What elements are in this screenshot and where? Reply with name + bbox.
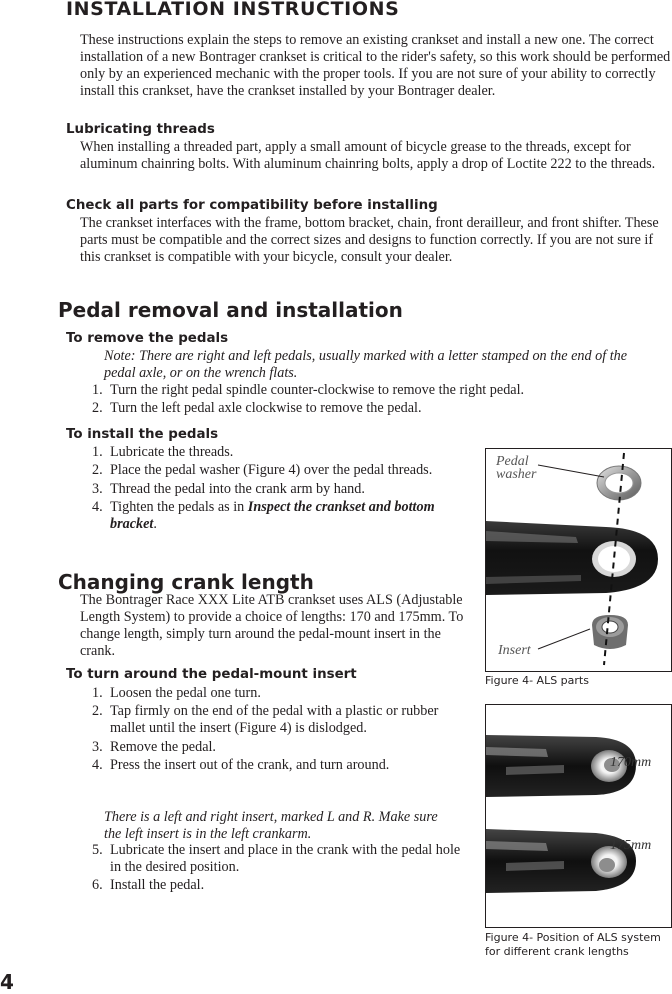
- list-item: 1. Lubricate the threads.: [92, 444, 234, 460]
- als-parts-figure: [485, 448, 672, 672]
- remove-pedals-steps: [92, 382, 667, 419]
- insert-icon: [592, 615, 628, 649]
- lubricating-text: When installing a threaded part, apply a small amount of bicycle grease to the threads, except for aluminum chainring bolts. With aluminum chainring bolts, apply a drop of Loctite 222 to the threads.: [80, 139, 656, 172]
- list-item: 6. Install the pedal.: [92, 877, 205, 894]
- figure-crank-length-caption: Figure 4- Position of ALS system for different crank lengths: [485, 931, 661, 958]
- list-item: 2. Turn the left pedal axle clockwise to remove the pedal.: [92, 400, 422, 417]
- crank-length-illustration: [486, 705, 671, 927]
- list-item: 2. Place the pedal washer (Figure 4) over the pedal threads.: [92, 462, 433, 479]
- install-pedals-heading: To install the pedals: [66, 427, 219, 442]
- list-item: 5. Lubricate the insert and place in the crank with the pedal hole in the desired position.: [92, 842, 461, 875]
- page-title: INSTALLATION INSTRUCTIONS: [66, 0, 400, 20]
- crank-length-figure: [485, 704, 672, 928]
- label-170mm: 170mm: [610, 755, 652, 770]
- list-item: 1. Turn the right pedal spindle counter-clockwise to remove the right pedal.: [92, 382, 525, 398]
- washer-leader-line: [538, 465, 604, 477]
- list-item: 3. Remove the pedal.: [92, 738, 216, 755]
- intro-paragraph: These instructions explain the steps to remove an existing crankset and install a new one. The correct installation of a new Bontrager crankset is critical to the rider's safety, so this work should be performed only by an experienced mechanic with the proper tools. If you are not sure of your ability to correctly install this crankset, have the crankset installed by your Bontrager dealer.: [80, 32, 671, 99]
- compatibility-text: The crankset interfaces with the frame, bottom bracket, chain, front derailleur, and front shifter. These parts must be compatible and the correct sizes and designs to function correctly. If you are not sure if this crankset is compatible with your bicycle, consult your dealer.: [80, 215, 659, 265]
- turn-insert-heading: To turn around the pedal-mount insert: [66, 667, 357, 682]
- crankset-reference: Inspect the crankset and bottom bracket: [110, 499, 435, 533]
- crank-section-heading: Changing crank length: [58, 570, 314, 594]
- list-item: 1. Loosen the pedal one turn.: [92, 685, 261, 701]
- install-pedals-steps: [92, 444, 466, 535]
- list-item: 3. Thread the pedal into the crank arm by hand.: [92, 480, 365, 497]
- als-parts-illustration: [486, 449, 671, 671]
- crank-arm-icon: [486, 521, 658, 595]
- crank-section-text: The Bontrager Race XXX Lite ATB crankset uses ALS (Adjustable Length System) to provide a choice of lengths: 170 and 175mm. To change length, simply turn around the pedal-mount insert in the crank.: [80, 592, 464, 659]
- list-item: 2. Tap firmly on the end of the pedal with a plastic or rubber mallet until the insert (Figure 4) is dislodged.: [92, 703, 439, 737]
- label-175mm: 175mm: [610, 838, 652, 853]
- lubricating-heading: Lubricating threads: [66, 122, 215, 137]
- figure-als-parts-caption: Figure 4- ALS parts: [485, 674, 589, 687]
- turn-insert-steps-continued: [92, 842, 464, 896]
- remove-pedals-heading: To remove the pedals: [66, 331, 229, 346]
- list-item: 4. Tighten the pedals as in Inspect the crankset and bottom bracket.: [92, 499, 435, 533]
- list-item: 4. Press the insert out of the crank, and turn around.: [92, 757, 390, 774]
- page-number: 4: [0, 970, 14, 994]
- insert-leader-line: [538, 629, 590, 649]
- pedal-washer-icon: [597, 466, 641, 500]
- compatibility-heading: Check all parts for compatibility before installing: [66, 198, 438, 213]
- remove-pedals-note: Note: There are right and left pedals, usually marked with a letter stamped on the end of the pedal axle, or on the wrench flats.: [104, 348, 628, 381]
- insert-note: There is a left and right insert, marked L and R. Make sure the left insert is in the left crankarm.: [104, 809, 438, 842]
- insert-label: Insert: [498, 643, 531, 658]
- pedal-washer-label: Pedal washer: [496, 454, 537, 482]
- turn-insert-steps: [92, 685, 464, 776]
- pedal-section-heading: Pedal removal and installation: [58, 298, 403, 322]
